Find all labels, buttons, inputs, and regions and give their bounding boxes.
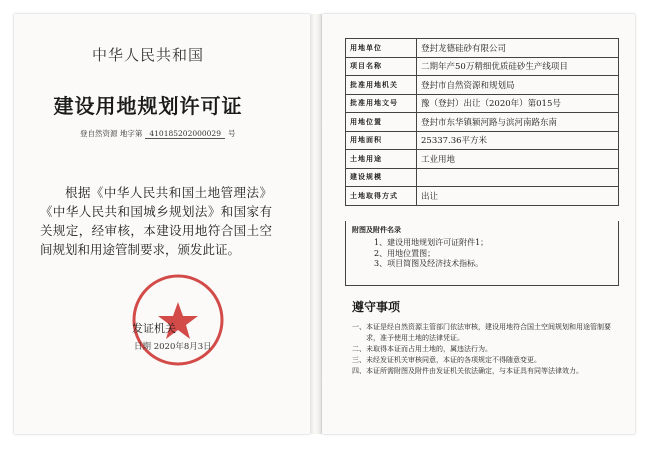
- row-value: 出让: [417, 187, 619, 206]
- row-label: 建设规模: [346, 168, 417, 187]
- row-value: 25337.36平方米: [417, 131, 619, 150]
- issue-date-label: 日期: [134, 342, 152, 352]
- row-label: 土地取得方式: [346, 187, 417, 206]
- row-label: 用地面积: [346, 131, 417, 150]
- list-item: 3、项目简图及经济技术指标。: [374, 259, 484, 268]
- row-value: 豫（登封）出让（2020年）第015号: [417, 94, 619, 113]
- row-label: 用地单位: [346, 39, 417, 58]
- list-item: 1、建设用地规划许可证附件1；: [374, 238, 489, 247]
- notice-text: 未取得本证而占用土地的，属违法行为。: [366, 345, 492, 353]
- table-row: [346, 57, 619, 76]
- row-label: 用地位置: [346, 113, 417, 132]
- table-row: [346, 187, 619, 206]
- notice-text: 本证是经自然资源主管部门依法审核，建设用地符合国土空间规划和用途管制要求，准予使用土地的法律凭证。: [366, 323, 611, 342]
- notice-title: 遵守事项: [352, 300, 401, 314]
- attachments-box: [345, 221, 619, 286]
- row-value: [417, 168, 619, 187]
- row-label: 批准用地机关: [346, 76, 417, 95]
- notice-number: 三、: [352, 356, 366, 364]
- row-value: 登封龙德硅砂有限公司: [417, 39, 619, 58]
- notice-text: 未经发证机关审核同意，本证的各项规定不得随意变更。: [366, 356, 541, 364]
- table-row: [346, 113, 619, 132]
- notice-list: [352, 322, 612, 377]
- cert-suffix: 号: [227, 129, 236, 138]
- notice-number: 一、: [352, 323, 366, 331]
- certificate-title: 建设用地规划许可证: [53, 94, 243, 118]
- notice-number: 四、: [352, 367, 366, 375]
- table-row: [346, 94, 619, 113]
- list-item: [352, 355, 612, 366]
- certificate-number-row: [80, 128, 235, 139]
- row-value: 工业用地: [417, 150, 619, 169]
- list-item: [352, 366, 612, 377]
- row-value: 二期年产50万精细优质硅砂生产线项目: [417, 57, 619, 76]
- list-item: 2、用地位置图；: [374, 248, 436, 258]
- row-label: 批准用地文号: [346, 94, 417, 113]
- table-row: [346, 39, 619, 58]
- row-value: 登封市东华镇颍河路与滨河南路东南: [417, 113, 619, 132]
- issue-date-row: [134, 340, 212, 352]
- list-item: [352, 344, 612, 355]
- issue-date: 2020年8月3日: [153, 342, 212, 352]
- notice-text: 本证所需附图及附件由发证机关依法确定，与本证具有同等法律效力。: [366, 367, 583, 375]
- table-row: [346, 150, 619, 169]
- table-row: [346, 131, 619, 150]
- issuing-authority-label: 发证机关: [132, 322, 176, 335]
- page-fold: [310, 14, 322, 434]
- land-info-table: [345, 38, 619, 206]
- cert-prefix: 登自然资源: [80, 129, 118, 138]
- certificate-number: 410185202000029: [145, 129, 225, 139]
- table-row: [346, 168, 619, 187]
- row-value: 登封市自然资源和规划局: [417, 76, 619, 95]
- attachments-list: [374, 238, 488, 270]
- table-row: [346, 76, 619, 95]
- row-label: 项目名称: [346, 57, 417, 76]
- row-label: 土地用途: [346, 150, 417, 169]
- list-item: [352, 322, 612, 344]
- certificate-body: 根据《中华人民共和国土地管理法》《中华人民共和国城乡规划法》和国家有关规定，经审核，本建设用地符合国土空间规划和用途管制要求，颁发此证。: [40, 185, 272, 257]
- country-name: 中华人民共和国: [91, 46, 204, 64]
- notice-number: 二、: [352, 345, 366, 353]
- attachments-label: 附图及附件名录: [352, 226, 401, 234]
- cert-mid: 地字第: [119, 129, 143, 138]
